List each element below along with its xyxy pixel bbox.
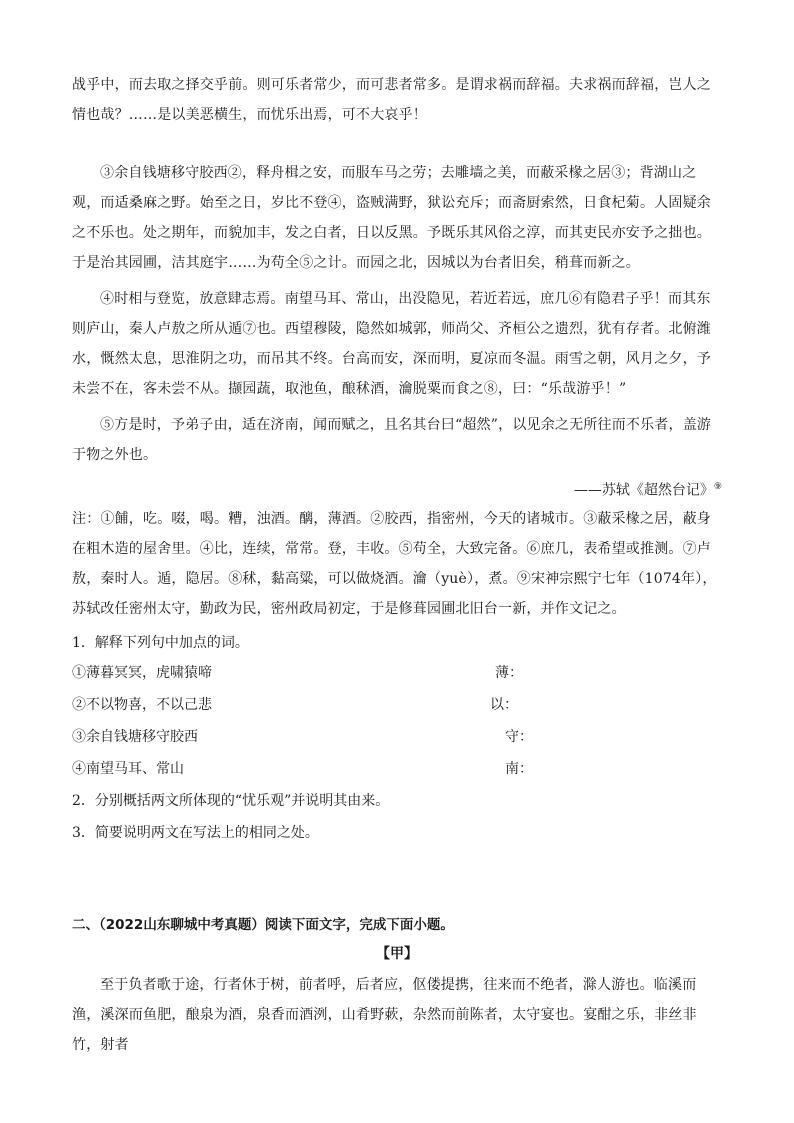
- question-1-item-2-word: 以：: [490, 697, 518, 713]
- passage-paragraph-5: ⑤方是时，予弟子由，适在济南，闻而赋之，且名其台曰“超然”，以见余之无所往而不乐者，盖游于物之外也。: [72, 417, 712, 463]
- question-1-item-4-sentence: ④南望马耳、常山: [72, 761, 184, 777]
- passage-paragraph-3: ③余自钱塘移守胶西②，释舟楫之安，而服车马之劳；去雕墙之美，而蔽采椽之居③；背湖山之观，而适桑麻之野。始至之日，岁比不登④，盗贼满野，狱讼充斥；而斋厨索然，日食杞菊。人固疑余之不乐也。处之期年，而貌加丰，发之白者，日以反黑。予既乐其风俗之淳，而其吏民亦安予之拙也。于是治其园圃，洁其庭宇……为苟全⑤之计。而园之北，因城以为台者旧矣，稍葺而新之。: [72, 165, 711, 271]
- question-1-item-1-word: 薄：: [495, 665, 523, 681]
- attribution-text: ——苏轼《超然台记》: [573, 482, 714, 499]
- annotation-notes: 注：①餔，吃。啜，喝。糟，浊酒。醨，薄酒。②胶西，指密州，今天的诸城市。③蔽采椽之居，蔽身在粗木造的屋舍里。④比，连续，常常。登，丰收。⑤苟全，大致完备。⑥庶几，表希望或推测。⑦卢敖，秦时人。遁，隐居。⑧秫，黏高粱，可以做烧酒。瀹（yuè），煮。⑨宋神宗熙宁七年（1074年），苏轼改任密州太守，勤政为民，密州政局初定，于是修葺园圃北旧台一新，并作文记之。: [72, 511, 717, 617]
- question-1-item-2-sentence: ②不以物喜，不以己悲: [72, 697, 212, 713]
- section-2-heading: 二、（2022山东聊城中考真题）阅读下面文字，完成下面小题。: [72, 917, 454, 933]
- question-1-item-4-word: 南：: [505, 761, 533, 777]
- attribution-superscript: ⑨: [713, 482, 722, 492]
- passage-paragraph-continued: 战乎中，而去取之择交乎前。则可乐者常少，而可悲者常多。是谓求祸而辞福。夫求祸而辞福，岂人之情也哉？……是以美恶横生，而忧乐出焉，可不大哀乎！: [72, 77, 711, 123]
- passage-paragraph-4: ④时相与登览，放意肆志焉。南望马耳、常山，出没隐见，若近若远，庶几⑥有隐君子乎！而其东则庐山，秦人卢敖之所从遁⑦也。西望穆陵，隐然如城郭，师尚父、齐桓公之遗烈，犹有存者。北俯潍水，慨然太息，思淮阴之功，而吊其不终。台高而安，深而明，夏凉而冬温。雨雪之朝，风月之夕，予未尝不在，客未尝不从。撷园蔬，取池鱼，酿秫酒，瀹脱粟而食之⑧，曰：“乐哉游乎！”: [72, 291, 711, 397]
- question-1-item-1-sentence: ①薄暮冥冥，虎啸猿啼: [72, 665, 212, 681]
- question-2: 2．分别概括两文所体现的“忧乐观”并说明其由来。: [72, 793, 390, 809]
- question-1: 1．解释下列句中加点的词。: [72, 635, 249, 651]
- attribution: [574, 476, 722, 502]
- question-1-item-3-sentence: ③余自钱塘移守胶西: [72, 729, 198, 745]
- section-2-label: 【甲】: [376, 946, 418, 962]
- section-2-passage: 至于负者歌于途，行者休于树，前者呼，后者应，伛偻提携，往来而不绝者，滁人游也。临溪而渔，溪深而鱼肥，酿泉为酒，泉香而酒洌，山肴野蔌，杂然而前陈者，太守宴也。宴酣之乐，非丝非竹，射者: [72, 977, 697, 1053]
- question-3: 3．简要说明两文在写法上的相同之处。: [72, 825, 319, 841]
- question-1-item-3-word: 守：: [505, 729, 533, 745]
